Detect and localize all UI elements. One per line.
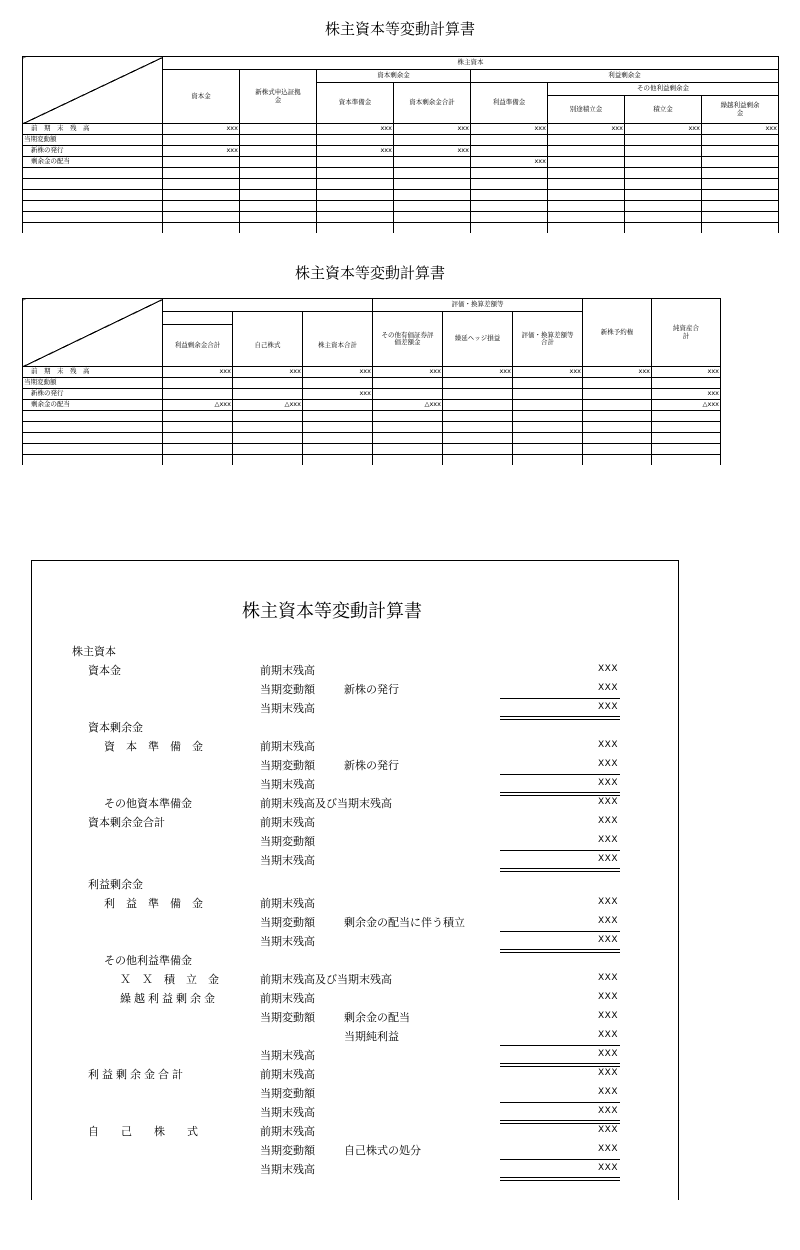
- list-item: 当期末残高 XXX: [32, 698, 680, 717]
- list-item: 自 己 株 式 前期末残高 XXX: [88, 1125, 618, 1138]
- list-item: 株主資本: [72, 645, 116, 658]
- header-valuation-total: 評価・換算差額等合計: [513, 312, 583, 367]
- table-row: [23, 433, 721, 444]
- header-reserve: 積立金: [625, 96, 702, 124]
- table-row: [23, 201, 779, 212]
- table-row: [23, 223, 779, 234]
- header-subscription: 新株式申込証拠金: [240, 70, 317, 124]
- list-item: 当期末残高 XXX: [32, 1159, 680, 1178]
- header-retained-earnings: 利益剰余金: [471, 70, 779, 83]
- table1-title: 株主資本等変動計算書: [324, 20, 475, 38]
- header-hedge: 繰延ヘッジ損益: [443, 312, 513, 367]
- list-item: 利 益 準 備 金 前期末残高 XXX: [104, 897, 618, 910]
- list-item: 当期変動額 XXX: [260, 1087, 618, 1100]
- header-capital: 資本金: [163, 70, 240, 124]
- row-label-dividend: 剰余金の配当: [23, 157, 163, 168]
- header-warrants: 新株予約権: [583, 299, 652, 367]
- table-row: [23, 378, 721, 389]
- list-item: 利益剰余金: [88, 878, 143, 891]
- list-item: 繰越利益剰余金 前期末残高 XXX: [120, 992, 618, 1005]
- table-row: 前 期 末 残 高 xxx xxx xxx xxx xxx xxx xxx: [23, 124, 779, 135]
- statement-table-1: [22, 56, 779, 233]
- table-row: [23, 190, 779, 201]
- list-item: 当期末残高 XXX: [32, 931, 680, 950]
- header-net-assets: 純資産合計: [652, 299, 721, 367]
- header-treasury: 自己株式: [233, 325, 303, 367]
- list-item: 当期変動額 剰余金の配当 XXX: [260, 1011, 618, 1024]
- table-row: [23, 212, 779, 223]
- header-diagonal-cell: [23, 299, 163, 367]
- header-carried-earnings: 繰越利益剰余金: [702, 96, 779, 124]
- list-item: 資 本 準 備 金 前期末残高 XXX: [104, 740, 618, 753]
- header-special-reserve: 別途積立金: [548, 96, 625, 124]
- table-row: 新株の発行 xxx xxx: [23, 389, 721, 400]
- header-retained-total: 利益剰余金合計: [163, 325, 233, 367]
- table2-title: 株主資本等変動計算書: [294, 264, 445, 282]
- list-item: 当期末残高 XXX: [32, 1045, 680, 1064]
- table-row: 前 期 末 残 高 xxx xxx xxx xxx xxx xxx xxx xxx: [23, 367, 721, 378]
- list-item: 資本剰余金合計 前期末残高 XXX: [88, 816, 618, 829]
- row-label-change: 当期変動額: [23, 378, 163, 389]
- header-capital-reserve: 資本準備金: [317, 83, 394, 124]
- vertical-statement: [31, 560, 679, 1200]
- header-shareholders-equity: 株主資本: [163, 57, 779, 70]
- header-valuation: 評価・換算差額等: [373, 299, 583, 312]
- list-item: 当期変動額 新株の発行 XXX: [260, 759, 618, 772]
- header-capital-surplus: 資本剰余金: [317, 70, 471, 83]
- list-item: 当期末残高 XXX: [32, 1102, 680, 1121]
- row-label-issue: 新株の発行: [23, 146, 163, 157]
- list-item: 当期変動額 剰余金の配当に伴う積立 XXX: [260, 916, 618, 929]
- row-label-dividend: 剰余金の配当: [23, 400, 163, 411]
- list-item: Ｘ Ｘ 積 立 金 前期末残高及び当期末残高 XXX: [120, 973, 618, 986]
- table-row: [23, 455, 721, 466]
- list-item: 当期純利益 XXX: [344, 1030, 618, 1043]
- header-diagonal-cell: [23, 57, 163, 124]
- table-row: 新株の発行 xxx xxx xxx: [23, 146, 779, 157]
- list-item: 当期変動額 自己株式の処分 XXX: [260, 1144, 618, 1157]
- header-securities: その他有価証券評価差額金: [373, 312, 443, 367]
- list-item: その他資本準備金 前期末残高及び当期末残高 XXX: [104, 797, 618, 810]
- table-row: [23, 444, 721, 455]
- list-item: 資本金 前期末残高 XXX: [88, 664, 618, 677]
- row-label-opening: 前 期 末 残 高: [23, 124, 163, 135]
- row-label-change: 当期変動額: [23, 135, 163, 146]
- header-capital-surplus-total: 資本剰余金合計: [394, 83, 471, 124]
- list-item: 当期末残高 XXX: [32, 774, 680, 793]
- table-row: 剰余金の配当 xxx: [23, 157, 779, 168]
- statement-title: 株主資本等変動計算書: [242, 601, 422, 622]
- list-item: 利益剰余金合計 前期末残高 XXX: [88, 1068, 618, 1081]
- row-label-opening: 前 期 末 残 高: [23, 367, 163, 378]
- table-row: [23, 179, 779, 190]
- table-row: 剰余金の配当 △xxx △xxx △xxx △xxx: [23, 400, 721, 411]
- statement-table-2: [22, 298, 721, 465]
- header-equity-total: 株主資本合計: [303, 325, 373, 367]
- table-row: [23, 422, 721, 433]
- row-label-issue: 新株の発行: [23, 389, 163, 400]
- list-item: 資本剰余金: [88, 721, 143, 734]
- list-item: 当期変動額 XXX: [260, 835, 618, 848]
- table-row: [23, 168, 779, 179]
- list-item: 当期変動額 新株の発行 XXX: [260, 683, 618, 696]
- table-row: [23, 411, 721, 422]
- header-legal-reserve: 利益準備金: [471, 83, 548, 124]
- list-item: その他利益準備金: [104, 954, 192, 967]
- table-row: [23, 135, 779, 146]
- header-other-retained: その他利益剰余金: [548, 83, 779, 96]
- list-item: 当期末残高 XXX: [32, 850, 680, 869]
